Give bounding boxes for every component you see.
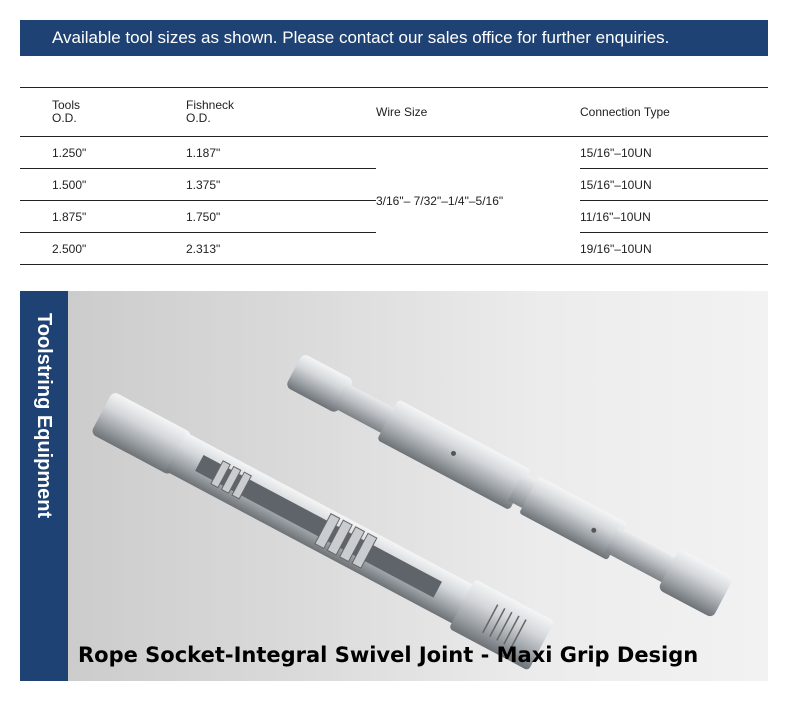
header-tools-od <box>20 88 186 137</box>
tool-illustration <box>68 291 768 681</box>
cell-fishneck-od: 1.187" <box>186 137 376 169</box>
table-header-row <box>20 88 768 137</box>
cell-fishneck-od: 2.313" <box>186 233 376 265</box>
cell-fishneck-od: 1.750" <box>186 201 376 233</box>
product-caption: Rope Socket-Integral Swivel Joint - Maxi Grip Design <box>78 643 699 667</box>
product-photo-panel <box>20 291 768 681</box>
tool-size-table <box>20 87 768 265</box>
cell-fishneck-od: 1.375" <box>186 169 376 201</box>
header-banner <box>20 20 768 56</box>
cell-tools-od: 1.250" <box>20 137 186 169</box>
side-label-text: Toolstring Equipment <box>33 313 55 519</box>
cell-tools-od: 2.500" <box>20 233 186 265</box>
cell-tools-od: 1.875" <box>20 201 186 233</box>
table-row <box>20 137 768 169</box>
header-fishneck-od-line2: O.D. <box>186 111 211 125</box>
header-fishneck-od-line1: Fishneck <box>186 98 235 112</box>
rope-socket-tool-icon <box>89 387 555 670</box>
header-tools-od-line1: Tools <box>52 98 81 112</box>
cell-connection: 15/16"–10UN <box>580 137 768 169</box>
side-label-bar <box>20 291 68 681</box>
cell-tools-od: 1.500" <box>20 169 186 201</box>
banner-text: Available tool sizes as shown. Please contact our sales office for further enquiries. <box>52 28 670 47</box>
cell-wire-size: 3/16"– 7/32"–1/4"–5/16" <box>376 137 580 265</box>
header-wire-size: Wire Size <box>376 88 580 137</box>
header-tools-od-line2: O.D. <box>52 111 77 125</box>
swivel-joint-tool-icon <box>283 349 734 618</box>
cell-connection: 11/16"–10UN <box>580 201 768 233</box>
header-connection-type: Connection Type <box>580 88 768 137</box>
cell-connection: 19/16"–10UN <box>580 233 768 265</box>
header-fishneck-od <box>186 88 376 137</box>
cell-connection: 15/16"–10UN <box>580 169 768 201</box>
